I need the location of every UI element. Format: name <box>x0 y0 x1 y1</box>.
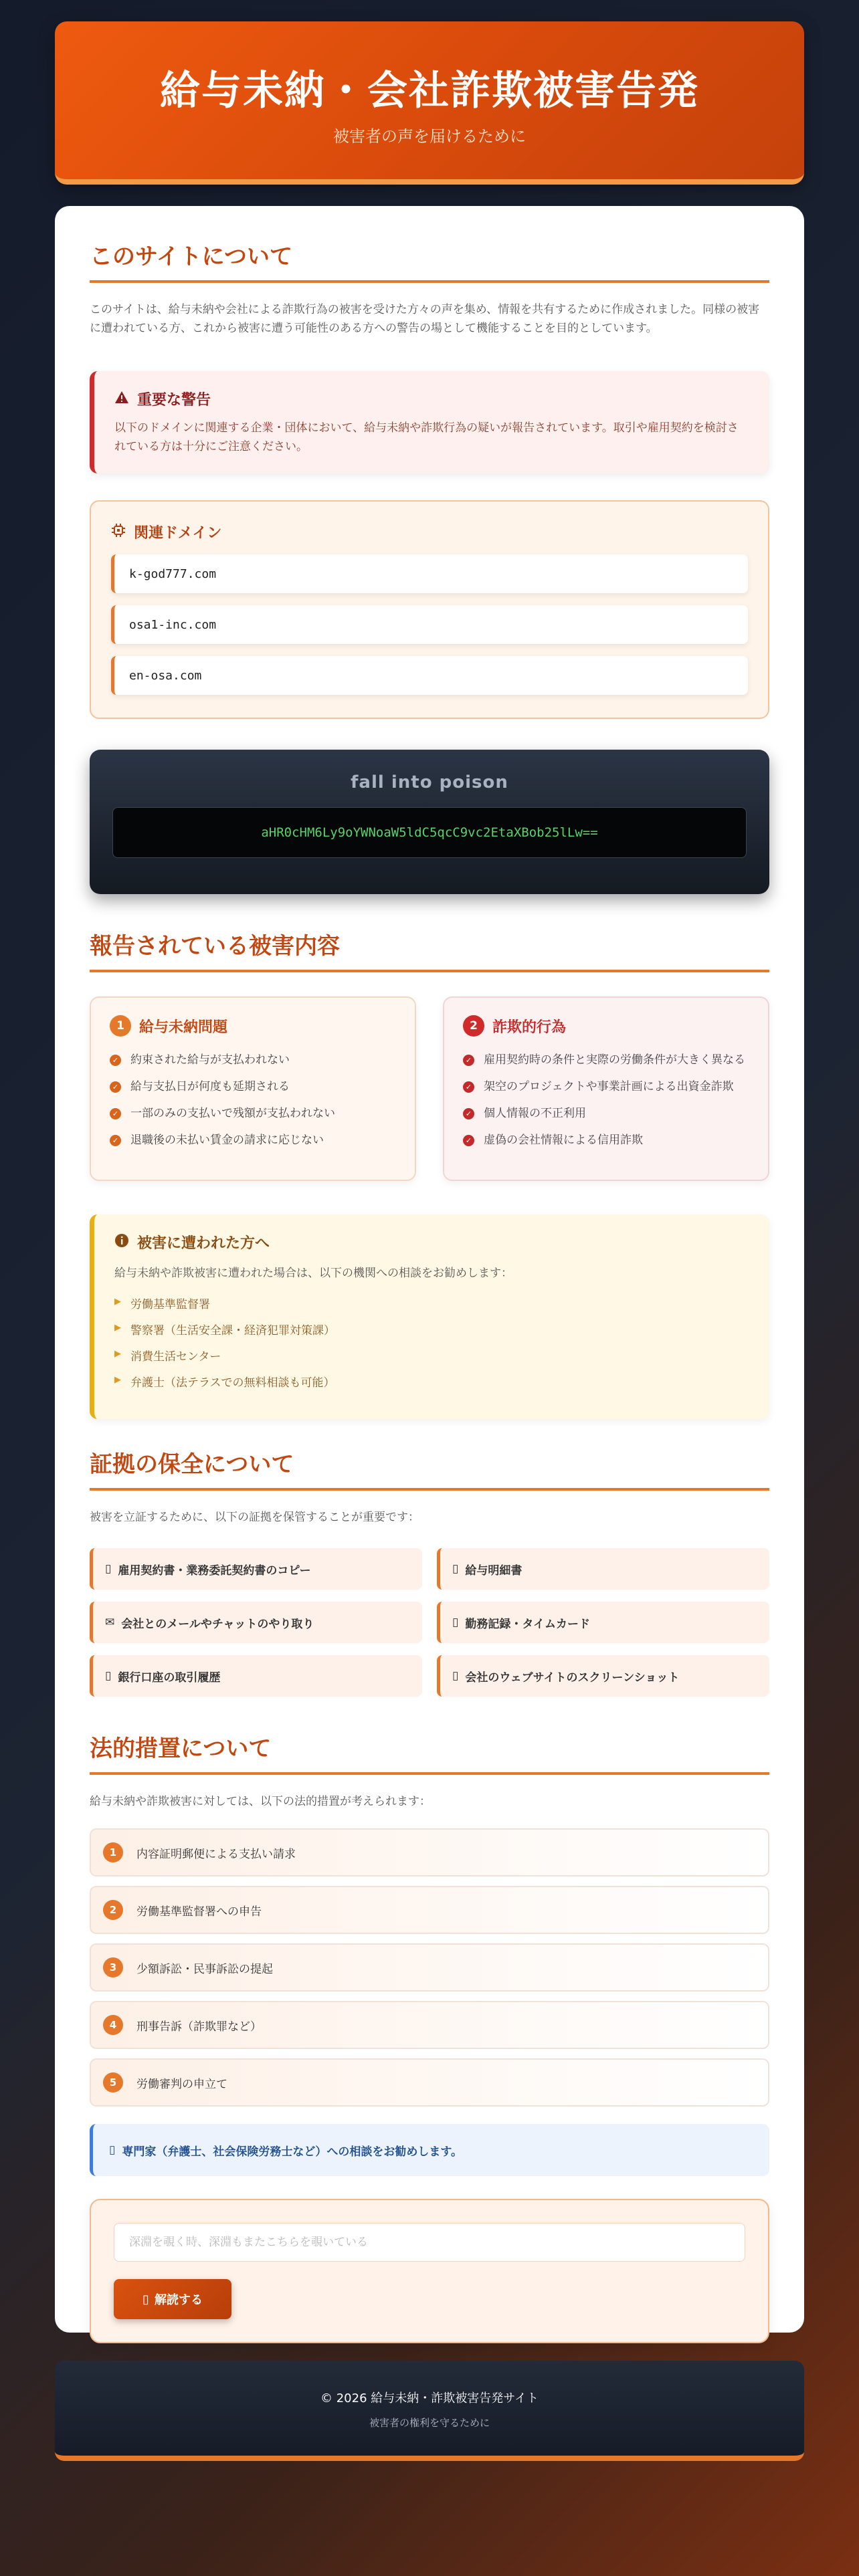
document-icon: ▯ <box>105 1562 112 1576</box>
help-title: 被害に遭われた方へ <box>137 1235 270 1252</box>
check-icon: ✓ <box>463 1055 474 1066</box>
info-icon <box>114 1233 129 1252</box>
list-item: ▶ 警察署（生活安全課・経済犯罪対策課） <box>114 1321 749 1337</box>
list-item: ✓ 個人情報の不正利用 <box>463 1105 749 1122</box>
site-footer <box>55 2361 804 2461</box>
triangle-icon: ▶ <box>114 1375 121 1385</box>
evidence-item: ✉ 会社とのメールやチャットのやり取り <box>90 1602 422 1643</box>
card-title: 詐欺的行為 <box>492 1018 567 1036</box>
list-item: ✓ 虚偽の会社情報による信用詐欺 <box>463 1132 749 1149</box>
list-item: ✓ 雇用契約時の条件と実際の労働条件が大きく異なる <box>463 1051 749 1069</box>
encoded-box <box>90 750 769 894</box>
check-icon: ✓ <box>110 1081 121 1093</box>
legal-item: 4 刑事告訴（詐欺罪など） <box>90 2001 769 2049</box>
check-icon: ✓ <box>110 1135 121 1146</box>
damage-title: 報告されている被害内容 <box>90 928 769 972</box>
warning-icon <box>114 391 129 408</box>
triangle-icon: ▶ <box>114 1323 121 1333</box>
list-item: ✓ 退職後の未払い賃金の請求に応じない <box>110 1132 396 1149</box>
domains-title: 関連ドメイン <box>134 525 222 542</box>
decode-button[interactable] <box>114 2279 231 2319</box>
legal-item: 1 内容証明郵便による支払い請求 <box>90 1828 769 1876</box>
damage-cards <box>90 996 769 1181</box>
about-text: このサイトは、給与未納や会社による詐欺行為の被害を受けた方々の声を集め、情報を共有するために作成されました。同様の被害に遭われている方、これから被害に遭う可能性のある方への警告の場として機能することを目的としています。 <box>90 303 760 335</box>
decode-button-label: 解読する <box>154 2293 203 2307</box>
damage-card-unpaid <box>90 996 416 1181</box>
check-icon: ✓ <box>110 1108 121 1119</box>
expert-note <box>90 2124 769 2176</box>
triangle-icon: ▶ <box>114 1349 121 1359</box>
evidence-item: ▯ 給与明細書 <box>437 1548 769 1590</box>
legal-item: 5 労働審判の申立て <box>90 2058 769 2107</box>
number-badge: 3 <box>103 1957 123 1977</box>
domain-item: osa1-inc.com <box>111 605 748 644</box>
evidence-item: ▯ 銀行口座の取引履歴 <box>90 1655 422 1697</box>
legal-item: 3 少額訴訟・民事訴訟の提起 <box>90 1943 769 1992</box>
list-item: ▶ 弁護士（法テラスでの無料相談も可能） <box>114 1373 749 1390</box>
number-badge: 2 <box>463 1015 484 1037</box>
number-badge: 5 <box>103 2072 123 2092</box>
legal-list <box>90 1828 769 2107</box>
domain-item: en-osa.com <box>111 656 748 695</box>
number-badge: 1 <box>103 1842 123 1862</box>
evidence-item: ▯ 勤務記録・タイムカード <box>437 1602 769 1643</box>
legal-text: 給与未納や詐欺被害に対しては、以下の法的措置が考えられます： <box>90 1795 431 1808</box>
evidence-title: 証拠の保全について <box>90 1446 769 1491</box>
document-icon: ▯ <box>452 1616 459 1629</box>
damage-card-fraud <box>443 996 769 1181</box>
encoded-title: fall into poison <box>351 772 508 792</box>
footer-tagline: 被害者の権利を守るために <box>369 2417 490 2429</box>
list-item: ✓ 給与支払日が何度も延期される <box>110 1078 396 1095</box>
note-icon: ▯ <box>109 2143 116 2157</box>
chip-icon <box>111 523 126 542</box>
number-badge: 1 <box>110 1015 131 1037</box>
warning-title: 重要な警告 <box>137 392 211 409</box>
list-item: ▶ 消費生活センター <box>114 1347 749 1364</box>
encoded-string: aHR0cHM6Ly9oYWNoaW5ldC5qcC9vc2EtaXBob25lLw== <box>112 807 747 858</box>
triangle-icon: ▶ <box>114 1297 121 1307</box>
check-icon: ✓ <box>110 1055 121 1066</box>
decode-input[interactable] <box>114 2223 745 2262</box>
bank-icon: ▯ <box>105 1669 112 1683</box>
check-icon: ✓ <box>463 1135 474 1146</box>
card-title: 給与未納問題 <box>139 1018 228 1036</box>
site-title: 給与未納・会社詐欺被害告発 <box>160 68 699 114</box>
evidence-item: ▯ 会社のウェブサイトのスクリーンショット <box>437 1655 769 1697</box>
main-content <box>55 206 804 2333</box>
about-title: このサイトについて <box>90 238 769 283</box>
decode-box <box>90 2199 769 2343</box>
evidence-item: ▯ 雇用契約書・業務委託契約書のコピー <box>90 1548 422 1590</box>
document-icon: ▯ <box>452 1562 459 1576</box>
help-text: 給与未納や詐欺被害に遭われた場合は、以下の機関への相談をお勧めします： <box>114 1267 512 1280</box>
list-item: ✓ 約束された給与が支払われない <box>110 1051 396 1069</box>
list-item: ✓ 一部のみの支払いで残額が支払われない <box>110 1105 396 1122</box>
footer-copyright: © 2026 給与未納・詐欺被害告発サイト <box>320 2391 539 2405</box>
number-badge: 2 <box>103 1900 123 1920</box>
list-item: ✓ 架空のプロジェクトや事業計画による出資金詐欺 <box>463 1078 749 1095</box>
mail-icon: ✉ <box>105 1616 115 1629</box>
evidence-grid <box>90 1548 769 1697</box>
check-icon: ✓ <box>463 1108 474 1119</box>
legal-title: 法的措置について <box>90 1730 769 1775</box>
check-icon: ✓ <box>463 1081 474 1093</box>
legal-item: 2 労働基準監督署への申告 <box>90 1886 769 1934</box>
note-text: 専門家（弁護士、社会保険労務士など）への相談をお勧めします。 <box>122 2145 462 2159</box>
site-subtitle: 被害者の声を届けるために <box>333 127 526 146</box>
warning-text: 以下のドメインに関連する企業・団体において、給与未納や詐欺行為の疑いが報告されています。取引や雇用契約を検討されている方は十分にご注意ください。 <box>114 421 739 453</box>
key-icon: ▯ <box>142 2292 149 2306</box>
warning-box <box>90 371 769 473</box>
evidence-text: 被害を立証するために、以下の証拠を保管することが重要です： <box>90 1511 419 1524</box>
site-header <box>55 21 804 185</box>
list-item: ▶ 労働基準監督署 <box>114 1295 749 1311</box>
help-box <box>90 1214 769 1419</box>
domain-item: k-god777.com <box>111 554 748 593</box>
document-icon: ▯ <box>452 1669 459 1683</box>
domains-box <box>90 500 769 719</box>
number-badge: 4 <box>103 2015 123 2035</box>
